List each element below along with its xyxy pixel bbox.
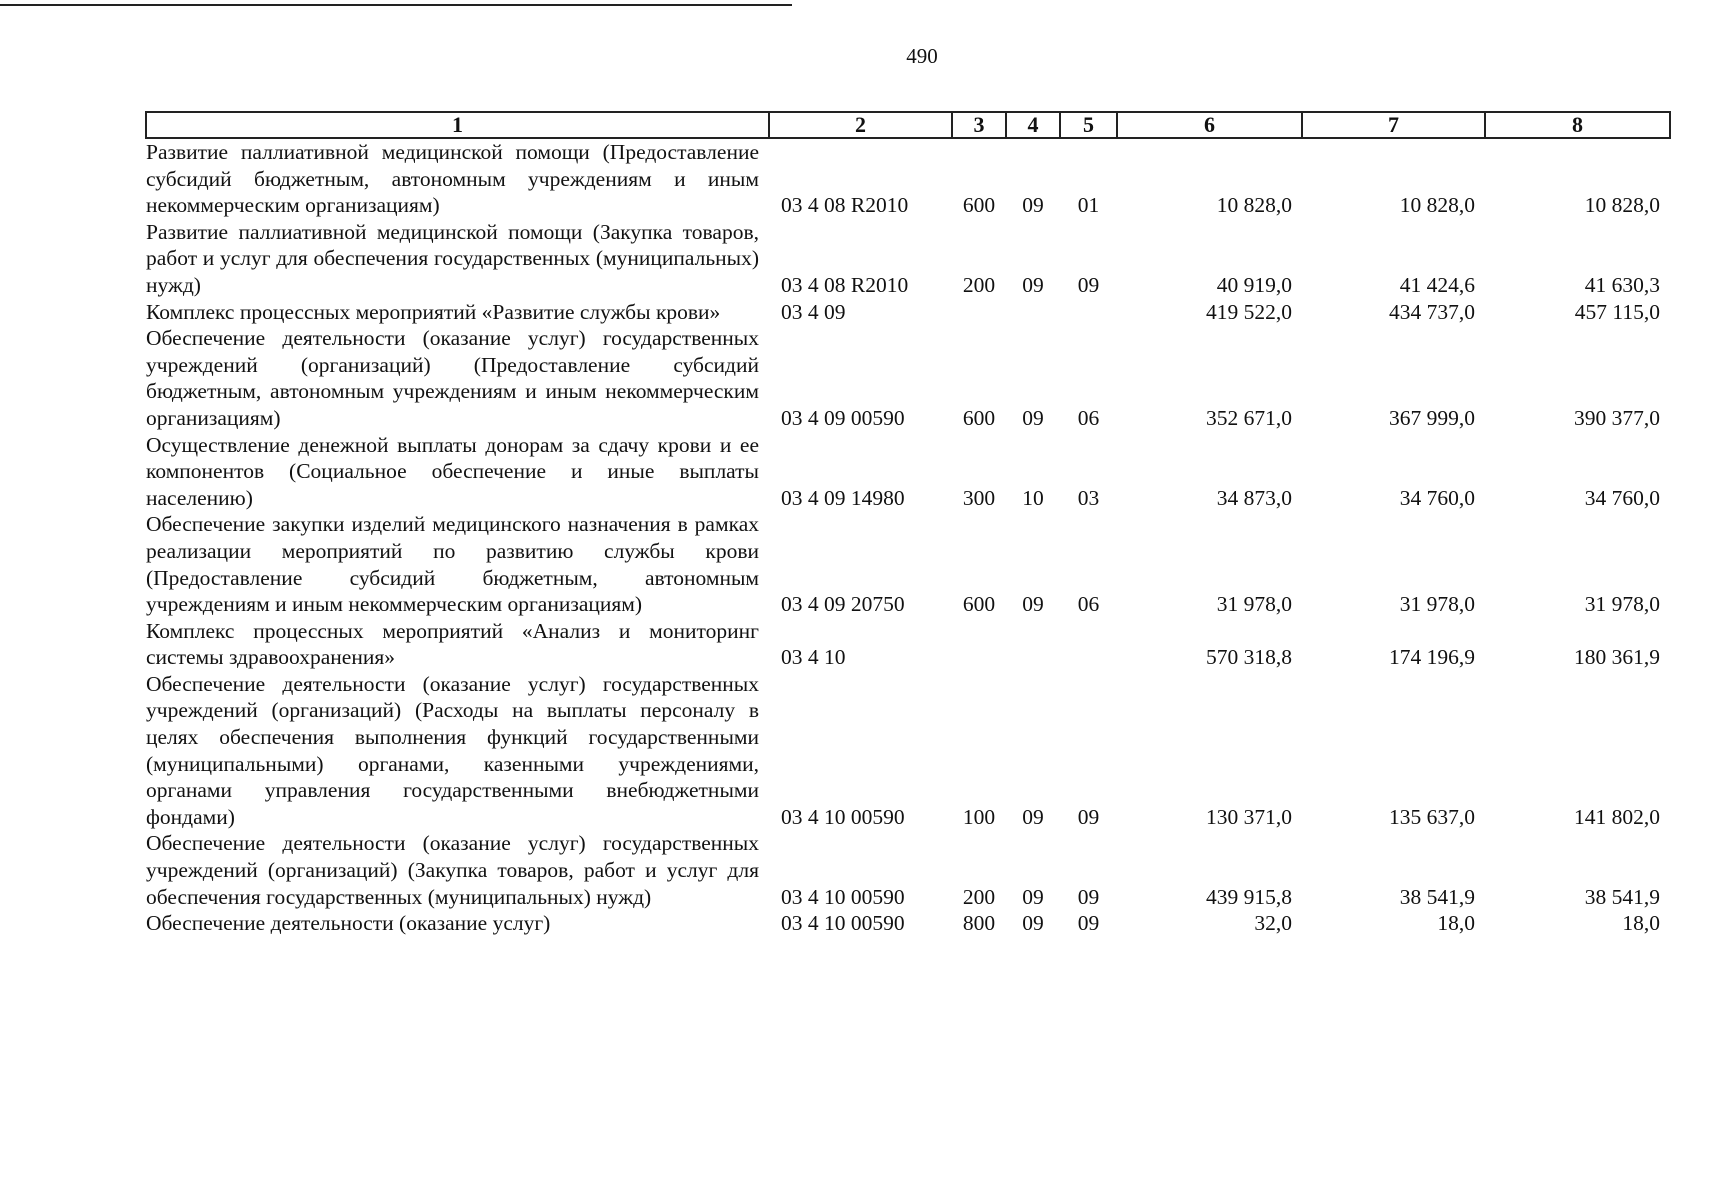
row-value-6: 34 873,0 [1216, 485, 1292, 510]
row-name: Комплекс процессных мероприятий «Развитие службы крови» [146, 299, 721, 324]
row-name: Обеспечение деятельности (оказание услуг) государственных учреждений (организаций) (Предоставление субсидий бюджетным, автономным учреждениям и иным некоммерческим организациям) [146, 326, 759, 430]
row-col4: 10 [1022, 485, 1044, 510]
top-rule [0, 4, 792, 6]
row-value-7: 135 637,0 [1389, 804, 1475, 829]
row-name: Обеспечение деятельности (оказание услуг) [146, 911, 551, 936]
row-col4: 09 [1022, 592, 1044, 617]
row-col4: 09 [1022, 193, 1044, 218]
row-code: 03 4 10 00590 [781, 804, 905, 829]
table-row [146, 325, 1670, 431]
row-value-6: 352 671,0 [1206, 405, 1292, 430]
row-col3: 600 [962, 592, 996, 617]
column-header-8: 8 [1485, 112, 1670, 138]
row-value-7: 174 196,9 [1389, 645, 1475, 670]
column-header-4: 4 [1006, 112, 1060, 138]
row-value-8: 457 115,0 [1574, 299, 1660, 324]
row-value-6: 419 522,0 [1206, 299, 1292, 324]
row-value-8: 390 377,0 [1574, 405, 1660, 430]
row-col4: 09 [1022, 884, 1044, 909]
row-col3: 200 [962, 884, 996, 909]
table-row [146, 671, 1670, 831]
row-value-8: 180 361,9 [1574, 645, 1660, 670]
budget-table [145, 111, 1671, 937]
row-col5 [1060, 299, 1117, 326]
row-value-8: 18,0 [1622, 911, 1660, 936]
row-col4: 09 [1022, 911, 1044, 936]
row-name: Осуществление денежной выплаты донорам за сдачу крови и ее компонентов (Социальное обеспечение и иные выплаты населению) [146, 432, 759, 510]
column-header-3: 3 [952, 112, 1006, 138]
row-col4 [1006, 618, 1060, 671]
row-name: Развитие паллиативной медицинской помощи (Закупка товаров, работ и услуг для обеспечения государственных (муниципальных) нужд) [146, 219, 759, 297]
row-col3 [952, 299, 1006, 326]
row-col4: 09 [1022, 405, 1044, 430]
row-code: 03 4 10 00590 [781, 911, 905, 936]
row-value-8: 38 541,9 [1584, 884, 1660, 909]
row-code: 03 4 09 20750 [781, 592, 905, 617]
row-col5: 01 [1077, 193, 1100, 218]
table-row [146, 299, 1670, 326]
row-value-6: 32,0 [1254, 911, 1292, 936]
row-code: 03 4 10 00590 [781, 884, 905, 909]
row-col3: 600 [962, 405, 996, 430]
header-row [146, 112, 1670, 138]
row-value-8: 31 978,0 [1584, 592, 1660, 617]
row-col3 [952, 618, 1006, 671]
row-name: Обеспечение деятельности (оказание услуг) государственных учреждений (организаций) (Закупка товаров, работ и услуг для обеспечения государственных (муниципальных) нужд) [146, 831, 759, 909]
row-name: Развитие паллиативной медицинской помощи (Предоставление субсидий бюджетным, автономным учреждениям и иным некоммерческим организациям) [146, 140, 759, 218]
row-col5: 09 [1077, 884, 1100, 909]
row-col5: 09 [1077, 804, 1100, 829]
row-value-8: 34 760,0 [1584, 485, 1660, 510]
row-col4: 09 [1022, 272, 1044, 297]
table-row [146, 511, 1670, 617]
row-value-6: 570 318,8 [1206, 645, 1292, 670]
row-value-7: 434 737,0 [1389, 299, 1475, 324]
column-header-5: 5 [1060, 112, 1117, 138]
row-col3: 800 [962, 911, 996, 936]
row-value-7: 367 999,0 [1389, 405, 1475, 430]
row-col4: 09 [1022, 804, 1044, 829]
row-value-6: 31 978,0 [1216, 592, 1292, 617]
row-col5: 06 [1077, 405, 1100, 430]
column-header-1: 1 [146, 112, 769, 138]
row-value-7: 34 760,0 [1399, 485, 1475, 510]
row-name: Обеспечение деятельности (оказание услуг) государственных учреждений (организаций) (Расходы на выплаты персоналу в целях обеспечения выполнения функций государственными (муниципальными) органами, казенными учреждениями, органами управления государственными внебюджетными фондами) [146, 671, 759, 829]
row-value-6: 10 828,0 [1216, 193, 1292, 218]
row-col4 [1006, 299, 1060, 326]
row-value-7: 18,0 [1437, 911, 1475, 936]
page-number: 490 [906, 44, 938, 68]
row-code: 03 4 08 R2010 [781, 193, 909, 218]
row-value-8: 10 828,0 [1584, 193, 1660, 218]
row-value-7: 41 424,6 [1399, 272, 1475, 297]
row-col5: 09 [1077, 272, 1100, 297]
row-col3: 600 [962, 193, 996, 218]
row-name: Комплекс процессных мероприятий «Анализ и мониторинг системы здравоохранения» [146, 618, 759, 670]
table-row [146, 618, 1670, 671]
row-value-7: 31 978,0 [1399, 592, 1475, 617]
row-name: Обеспечение закупки изделий медицинского назначения в рамках реализации мероприятий по развитию службы крови (Предоставление субсидий бюджетным, автономным учреждениям и иным некоммерческим организациям) [146, 512, 759, 617]
row-value-7: 38 541,9 [1399, 884, 1475, 909]
column-header-6: 6 [1117, 112, 1302, 138]
table-row [146, 138, 1670, 219]
row-value-6: 439 915,8 [1206, 884, 1292, 909]
row-value-7: 10 828,0 [1399, 193, 1475, 218]
row-value-8: 41 630,3 [1584, 272, 1660, 297]
row-col5: 03 [1077, 485, 1100, 510]
row-code: 03 4 08 R2010 [781, 272, 909, 297]
row-code: 03 4 10 [781, 645, 846, 670]
column-header-7: 7 [1302, 112, 1485, 138]
row-value-6: 130 371,0 [1206, 804, 1292, 829]
row-col5: 09 [1077, 911, 1100, 936]
table-row [146, 910, 1670, 937]
table-row [146, 219, 1670, 299]
row-col3: 300 [962, 485, 996, 510]
row-col3: 100 [962, 804, 996, 829]
row-col3: 200 [962, 272, 996, 297]
column-header-2: 2 [769, 112, 952, 138]
row-value-8: 141 802,0 [1574, 804, 1660, 829]
row-col5 [1060, 618, 1117, 671]
row-code: 03 4 09 [781, 299, 846, 324]
row-code: 03 4 09 00590 [781, 405, 905, 430]
table-row [146, 830, 1670, 910]
row-value-6: 40 919,0 [1216, 272, 1292, 297]
row-code: 03 4 09 14980 [781, 485, 905, 510]
row-col5: 06 [1077, 592, 1100, 617]
table-row [146, 432, 1670, 512]
